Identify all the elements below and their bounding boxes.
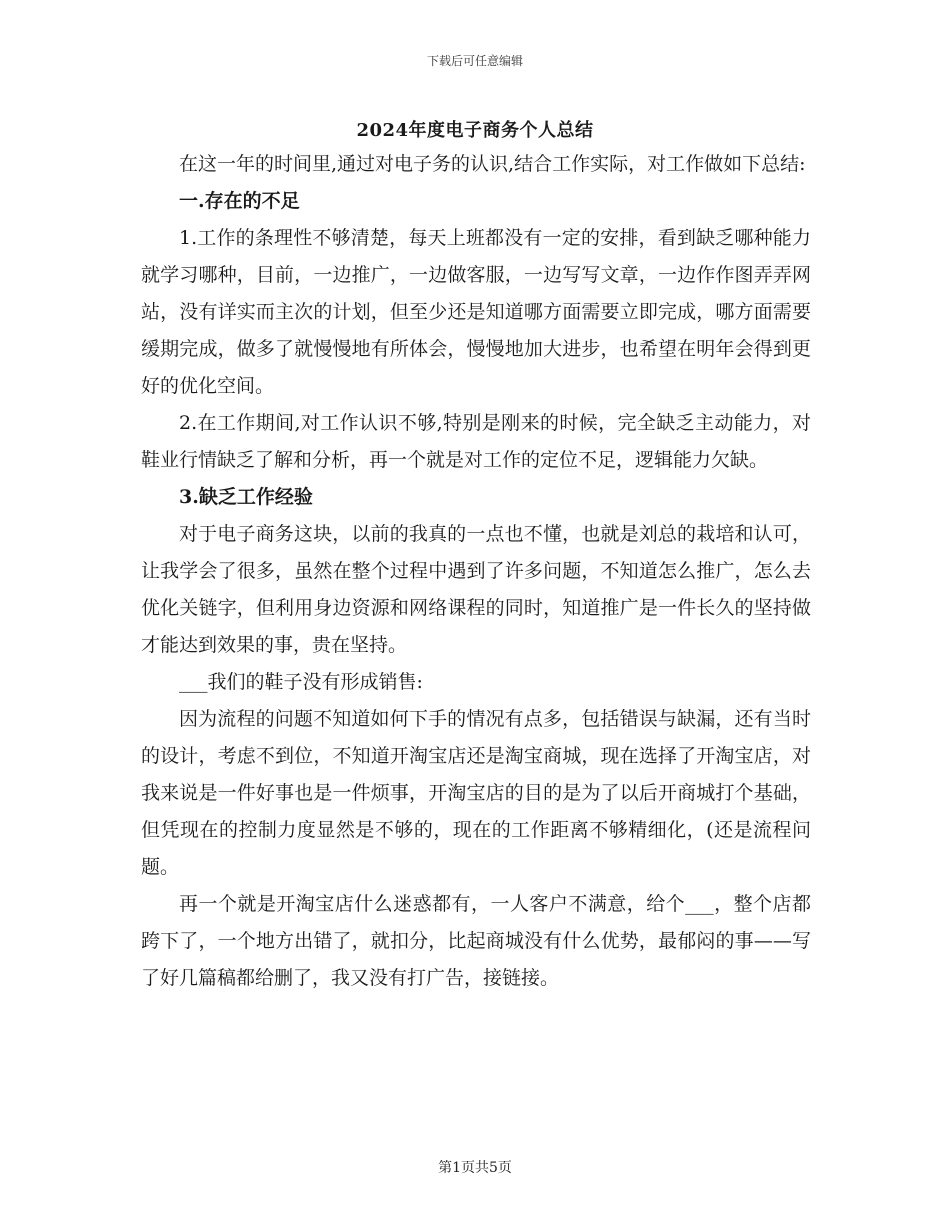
paragraph-point-2: 2.在工作期间,对工作认识不够,特别是刚来的时候，完全缺乏主动能力，对鞋业行情缺乏了解和分析，再一个就是对工作的定位不足，逻辑能力欠缺。: [141, 412, 811, 471]
paragraph-taobao: 再一个就是开淘宝店什么迷惑都有，一人客户不满意，给个___，整个店都跨下了，一个地方出错了，就扣分，比起商城没有什么优势，最郁闷的事——写了好几篇稿都给删了，我又没有打广告，接链接。: [141, 893, 811, 989]
intro-paragraph: 在这一年的时间里,通过对电子务的认识,结合工作实际，对工作做如下总结:: [179, 153, 806, 175]
paragraph-no-sales: ___我们的鞋子没有形成销售:: [179, 671, 423, 693]
section-heading-experience: 3.缺乏工作经验: [179, 486, 313, 508]
section-heading-shortcomings: 一.存在的不足: [179, 190, 300, 212]
paragraph-process: 因为流程的问题不知道如何下手的情况有点多，包括错误与缺漏，还有当时的设计，考虑不到位，不知道开淘宝店还是淘宝商城，现在选择了开淘宝店，对我来说是一件好事也是一件烦事，开淘宝店的目的是为了以后开商城打个基础，但凭现在的控制力度显然是不够的，现在的工作距离不够精细化，(还是流程问题。: [141, 708, 811, 878]
page-number: 第1页共5页: [438, 1160, 512, 1176]
paragraph-point-1: 1.工作的条理性不够清楚，每天上班都没有一定的安排，看到缺乏哪种能力就学习哪种，目前，一边推广，一边做客服，一边写写文章，一边作作图弄弄网站，没有详实而主次的计划，但至少还是知道哪方面需要立即完成，哪方面需要缓期完成，做多了就慢慢地有所体会，慢慢地加大进步，也希望在明年会得到更好的优化空间。: [141, 227, 811, 397]
paragraph-experience: 对于电子商务这块，以前的我真的一点也不懂，也就是刘总的栽培和认可，让我学会了很多，虽然在整个过程中遇到了许多问题，不知道怎么推广，怎么去优化关链字，但利用身边资源和网络课程的同时，知道推广是一件长久的坚持做才能达到效果的事，贵在坚持。: [141, 523, 811, 656]
document-body: [141, 146, 811, 997]
document-title: 2024年度电子商务个人总结: [356, 120, 594, 141]
page-header-note: 下载后可任意编辑: [426, 54, 523, 68]
